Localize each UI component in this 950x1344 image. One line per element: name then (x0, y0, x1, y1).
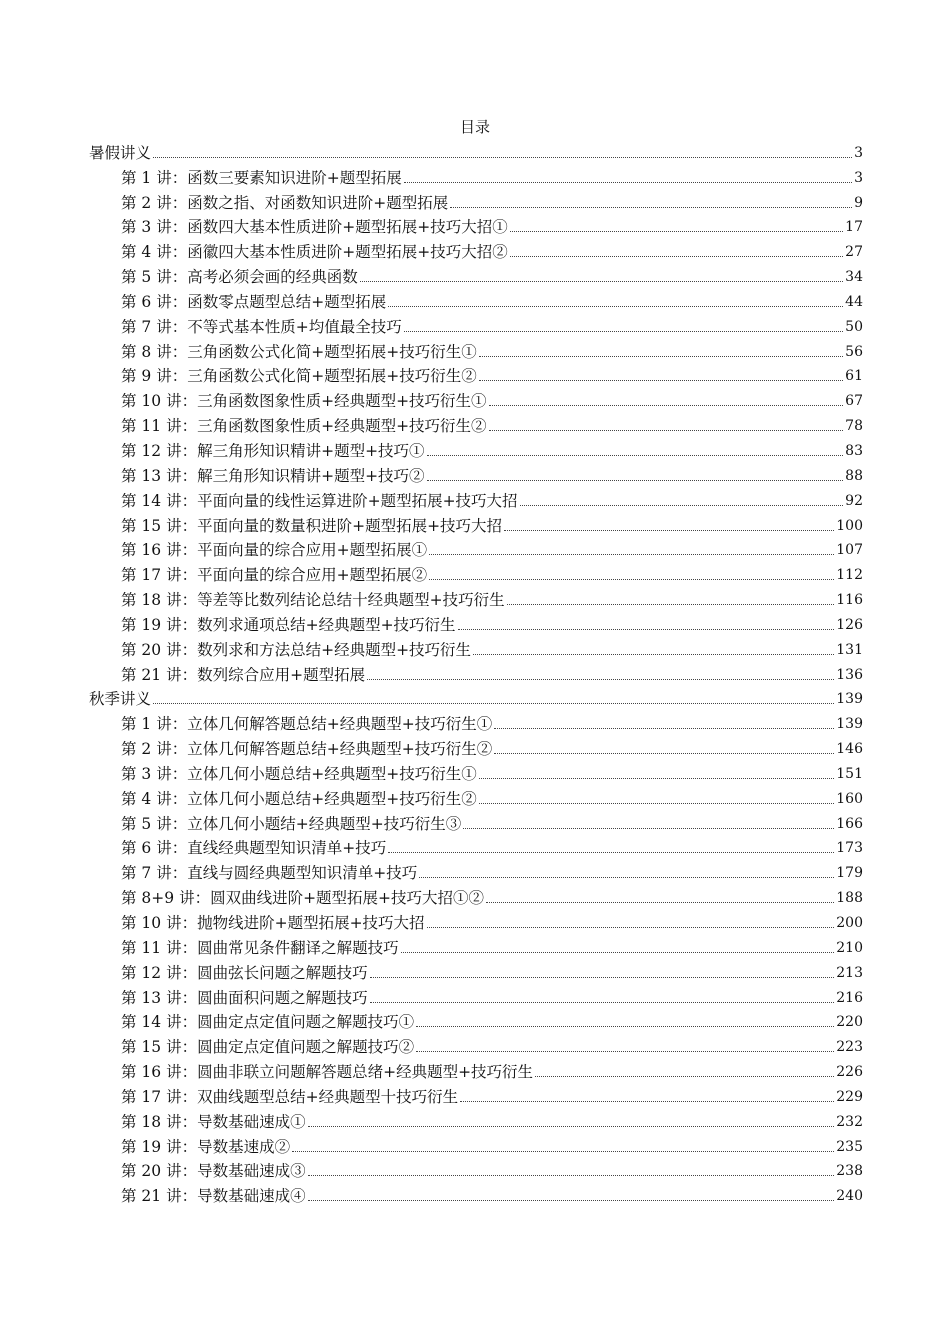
toc-entry[interactable] (89, 363, 863, 388)
toc-entry[interactable] (89, 909, 863, 934)
toc-entry-label: 第 2 讲：函数之指、对函数知识进阶+题型拓展 (121, 193, 449, 212)
dot-leader (489, 405, 844, 406)
toc-entry[interactable] (89, 586, 863, 611)
toc-entry[interactable] (89, 288, 863, 313)
toc-entry[interactable] (89, 611, 863, 636)
toc-entry-label: 第 3 讲：立体几何小题总结+经典题型+技巧衍生① (121, 764, 477, 783)
toc-entry-label: 暑假讲义 (89, 143, 152, 162)
toc-entry-label: 第 8+9 讲：圆双曲线进阶+题型拓展+技巧大招①② (121, 889, 485, 908)
toc-entry-label: 第 5 讲：立体几何小题结+经典题型+技巧衍生③ (121, 814, 462, 833)
toc-page-number: 61 (845, 368, 863, 385)
toc-page-number: 139 (836, 716, 863, 733)
toc-entry-label: 第 4 讲：立体几何小题总结+经典题型+技巧衍生② (121, 789, 477, 808)
toc-entry-label: 秋季讲义 (89, 690, 152, 709)
toc-page-number: 220 (836, 1014, 863, 1031)
toc-entry[interactable] (89, 1083, 863, 1108)
toc-entry-label: 第 10 讲：三角函数图象性质+经典题型+技巧衍生① (121, 392, 487, 411)
dot-leader (427, 455, 844, 456)
toc-entry-label: 第 19 讲：数列求通项总结+经典题型+技巧衍生 (121, 615, 456, 634)
toc-page-number: 232 (836, 1113, 863, 1130)
toc-page-number: 27 (845, 244, 863, 261)
toc-entry[interactable] (89, 1133, 863, 1158)
toc-page-number: 179 (836, 865, 863, 882)
toc-entry[interactable] (89, 313, 863, 338)
dot-leader (494, 728, 834, 729)
toc-page-number: 216 (836, 989, 863, 1006)
toc-page-number: 67 (845, 393, 863, 410)
toc-entry[interactable] (89, 263, 863, 288)
toc-page-number: 139 (836, 691, 863, 708)
toc-page-number: 200 (836, 915, 863, 931)
toc-page-number: 146 (836, 741, 863, 758)
toc-entry[interactable] (89, 387, 863, 412)
dot-leader (479, 778, 835, 779)
toc-entry[interactable] (89, 1182, 863, 1207)
toc-page-number: 188 (836, 890, 863, 907)
toc-page-number: 100 (836, 517, 863, 534)
dot-leader (360, 281, 843, 282)
dot-leader (479, 803, 835, 804)
toc-entry[interactable] (89, 636, 863, 661)
toc-page-number: 9 (854, 194, 863, 211)
toc-entry-label: 第 18 讲：导数基础速成① (121, 1112, 306, 1131)
toc-entry-label: 第 13 讲：解三角形知识精讲+题型+技巧② (121, 466, 425, 485)
dot-leader (429, 554, 834, 555)
toc-entry[interactable] (89, 338, 863, 363)
toc-page-number: 223 (836, 1039, 863, 1056)
toc-page-number: 3 (854, 144, 863, 161)
toc-entry-label: 第 5 讲：高考必须会画的经典函数 (121, 268, 358, 287)
toc-entry[interactable] (89, 1009, 863, 1034)
toc-entry[interactable] (89, 710, 863, 735)
toc-entry[interactable] (89, 884, 863, 909)
toc-entry[interactable] (89, 214, 863, 239)
toc-entry-label: 第 10 讲：抛物线进阶+题型拓展+技巧大招 (121, 914, 425, 932)
toc-entry-label: 第 21 讲：数列综合应用+题型拓展 (121, 665, 366, 684)
dot-leader (370, 977, 835, 978)
dot-leader (308, 1175, 835, 1176)
toc-entry[interactable] (89, 984, 863, 1009)
toc-page-number: 240 (836, 1188, 863, 1205)
dot-leader (460, 1101, 834, 1102)
toc-page-number: 160 (836, 790, 863, 807)
dot-leader (427, 927, 835, 928)
toc-entry[interactable] (89, 859, 863, 884)
toc-entry[interactable] (89, 561, 863, 586)
dot-leader (504, 530, 834, 531)
toc-page-number: 151 (836, 765, 863, 782)
toc-entry[interactable] (89, 512, 863, 537)
toc-page-number: 126 (836, 616, 863, 633)
toc-title: 目录 (459, 118, 490, 136)
dot-leader (427, 480, 844, 481)
toc-page-number: 173 (836, 840, 863, 857)
toc-page-number: 166 (836, 815, 863, 832)
toc-page-number: 56 (845, 343, 863, 360)
dot-leader (370, 1002, 835, 1003)
toc-section-heading[interactable] (89, 686, 863, 711)
dot-leader (507, 604, 835, 605)
toc-entry-label: 第 20 讲：数列求和方法总结+经典题型+技巧衍生 (121, 640, 472, 659)
toc-entry[interactable] (89, 1158, 863, 1183)
toc-entry-label: 第 13 讲：圆曲面积问题之解题技巧 (121, 988, 368, 1007)
toc-entry[interactable] (89, 835, 863, 860)
toc-entry-label: 第 17 讲：双曲线题型总结+经典题型十技巧衍生 (121, 1087, 459, 1106)
toc-page-number: 34 (845, 269, 863, 286)
toc-entry[interactable] (89, 661, 863, 686)
toc-entry[interactable] (89, 760, 863, 785)
toc-entry-label: 第 9 讲：三角函数公式化简+题型拓展+技巧衍生② (121, 367, 477, 386)
toc-entry[interactable] (89, 735, 863, 760)
toc-entry-label: 第 20 讲：导数基础速成③ (121, 1162, 306, 1181)
toc-entry[interactable] (89, 810, 863, 835)
toc-entry[interactable] (89, 1033, 863, 1058)
dot-leader (510, 256, 843, 257)
toc-page-number: 92 (845, 492, 863, 509)
dot-leader (473, 654, 834, 655)
dot-leader (510, 231, 843, 232)
dot-leader (153, 703, 834, 704)
dot-leader (489, 430, 844, 431)
dot-leader (520, 505, 844, 506)
toc-page-number: 131 (836, 641, 863, 658)
toc-entry[interactable] (89, 1058, 863, 1083)
toc-entry-label: 第 1 讲：立体几何解答题总结+经典题型+技巧衍生① (121, 715, 493, 734)
toc-entry-label: 第 7 讲：直线与圆经典题型知识清单+技巧 (121, 864, 418, 883)
toc-entry-label: 第 2 讲：立体几何解答题总结+经典题型+技巧衍生② (121, 740, 493, 759)
dot-leader (450, 207, 852, 208)
toc-entry-label: 第 14 讲：平面向量的线性运算进阶+题型拓展+技巧大招 (121, 491, 518, 510)
toc-page-number: 44 (845, 293, 863, 310)
dot-leader (416, 1051, 834, 1052)
toc-entry-label: 第 16 讲：圆曲非联立问题解答题总绪+经典题型+技巧衍生 (121, 1063, 534, 1082)
toc-entry[interactable] (89, 537, 863, 562)
dot-leader (416, 1026, 834, 1027)
toc-page-number: 136 (836, 666, 863, 683)
dot-leader (367, 679, 834, 680)
dot-leader (388, 306, 843, 307)
dot-leader (463, 828, 834, 829)
toc-entry[interactable] (89, 959, 863, 984)
toc-entry-label: 第 6 讲：函数零点题型总结+题型拓展 (121, 292, 387, 311)
toc-entry-label: 第 12 讲：圆曲弦长问题之解题技巧 (121, 963, 368, 982)
toc-entry[interactable] (89, 487, 863, 512)
toc-entry[interactable] (89, 785, 863, 810)
toc-page-number: 3 (854, 169, 863, 186)
dot-leader (404, 331, 843, 332)
toc-page-number: 238 (836, 1163, 863, 1180)
toc-section-heading[interactable] (89, 139, 863, 164)
toc-entry-label: 第 11 讲：圆曲常见条件翻译之解题技巧 (121, 938, 399, 957)
toc-page-number: 83 (845, 442, 863, 459)
dot-leader (486, 902, 834, 903)
dot-leader (494, 753, 834, 754)
dot-leader (458, 629, 835, 630)
toc-entry-label: 第 14 讲：圆曲定点定值问题之解题技巧① (121, 1013, 415, 1032)
toc-entry-label: 第 16 讲：平面向量的综合应用+题型拓展① (121, 541, 428, 560)
dot-leader (153, 157, 852, 158)
toc-page-number: 78 (845, 418, 863, 435)
toc-page-number: 17 (845, 219, 863, 236)
toc-entry[interactable] (89, 437, 863, 462)
dot-leader (401, 952, 835, 953)
toc-entry-label: 第 1 讲：函数三要素知识进阶+题型拓展 (121, 168, 402, 187)
toc-entry-label: 第 4 讲：函徽四大基本性质进阶+题型拓展+技巧大招② (121, 243, 508, 262)
toc-page-number: 229 (836, 1088, 863, 1105)
dot-leader (479, 380, 843, 381)
dot-leader (388, 852, 834, 853)
toc-entry-label: 第 8 讲：三角函数公式化简+题型拓展+技巧衍生① (121, 342, 477, 361)
toc-entry-label: 第 6 讲：直线经典题型知识清单+技巧 (121, 839, 387, 858)
toc-entry[interactable] (89, 1108, 863, 1133)
dot-leader (308, 1200, 835, 1201)
toc-entry[interactable] (89, 934, 863, 959)
toc-page-number: 88 (845, 467, 863, 484)
toc-entry-label: 第 12 讲：解三角形知识精讲+题型+技巧① (121, 441, 425, 460)
toc-page-number: 50 (845, 318, 863, 335)
dot-leader (404, 182, 852, 183)
toc-entry[interactable] (89, 164, 863, 189)
toc-entry-label: 第 15 讲：平面向量的数量积进阶+题型拓展+技巧大招 (121, 516, 503, 535)
toc-page-number: 116 (836, 592, 863, 609)
dot-leader (308, 1126, 835, 1127)
dot-leader (419, 877, 834, 878)
toc-entry-label: 第 11 讲：三角函数图象性质+经典题型+技巧衍生② (121, 417, 487, 436)
dot-leader (429, 579, 834, 580)
toc-entry[interactable] (89, 462, 863, 487)
dot-leader (535, 1076, 834, 1077)
toc-entry-label: 第 7 讲：不等式基本性质+均值最全技巧 (121, 317, 402, 336)
toc-entry-label: 第 18 讲：等差等比数列结论总结十经典题型+技巧衍生 (121, 591, 505, 610)
dot-leader (292, 1151, 834, 1152)
toc-entry[interactable] (89, 189, 863, 214)
toc-page-number: 226 (836, 1064, 863, 1081)
table-of-contents (89, 139, 863, 1207)
toc-page-number: 112 (836, 567, 863, 584)
toc-entry-label: 第 15 讲：圆曲定点定值问题之解题技巧② (121, 1038, 415, 1057)
toc-entry-label: 第 17 讲：平面向量的综合应用+题型拓展② (121, 566, 428, 585)
toc-entry[interactable] (89, 412, 863, 437)
toc-entry[interactable] (89, 238, 863, 263)
toc-entry-label: 第 21 讲：导数基础速成④ (121, 1187, 306, 1206)
toc-page-number: 213 (836, 964, 863, 981)
toc-page-number: 107 (836, 542, 863, 559)
toc-entry-label: 第 3 讲：函数四大基本性质进阶+题型拓展+技巧大招① (121, 218, 508, 237)
toc-page-number: 210 (836, 939, 863, 956)
toc-entry-label: 第 19 讲：导数基速成② (121, 1137, 291, 1156)
toc-page-number: 235 (836, 1138, 863, 1155)
dot-leader (479, 356, 843, 357)
